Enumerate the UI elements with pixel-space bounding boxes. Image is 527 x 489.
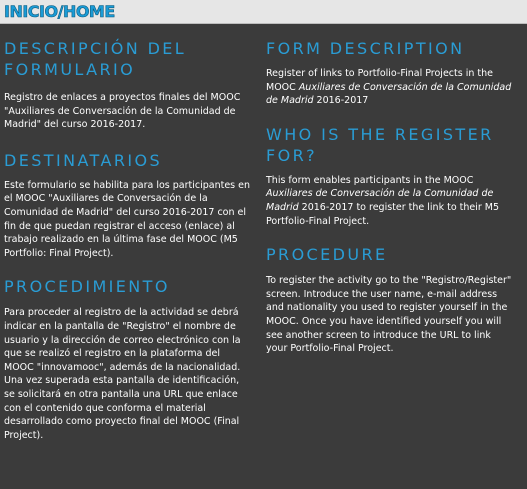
destinatarios-heading: DESTINATARIOS [4,150,163,170]
spanish-column [4,24,258,442]
destinatarios-text: Este formulario se habilita para los participantes en el MOOC "Auxiliares de Conversación de la Comunidad de Madrid" del curso 2016-2017 con el fin de que puedan registrar el acceso (enlace) al trabajo realizado en la última fase del MOOC (M5 Portfolio: Final Project). [4,179,251,259]
main-content [0,24,527,442]
who-heading: WHO IS THE REGISTER FOR? [266,124,494,165]
procedimiento-text: Para proceder al registro de la actividad se debrá indicar en la pantalla de "Registro" el nombre de usuario y la dirección de correo electrónico con la que se realizó el registro en la plataforma del MOOC "innovamooc", además de la nacionalidad. Una vez superada esta pantalla de identificación, se solicitará en otra pantalla una URL que enlace con el contenido que conforma el material desarrollado como proyecto final del MOOC (Final Project). [4,307,241,441]
top-bar [0,0,527,24]
form-description-heading: FORM DESCRIPTION [266,39,465,58]
form-description-text: Register of links to Portfolio-Final Projects in the MOOC Auxiliares de Conversación de la Comunidad de Madrid 2016-2017 [266,68,512,107]
descripcion-section [4,38,250,132]
form-description-section [266,38,515,108]
procedure-section [266,244,515,356]
procedure-heading: PROCEDURE [266,245,388,265]
who-text: This form enables participants in the MOOC Auxiliares de Conversación de la Comunidad de Madrid 2016-2017 to register the link to their M5 Portfolio-Final Project. [266,174,500,227]
english-column [258,24,515,442]
destinatarios-section [4,150,250,261]
procedimiento-section [4,276,250,442]
procedimiento-heading: PROCEDIMIENTO [4,277,170,297]
procedure-text: To register the activity go to the "Registro/Register" screen. Introduce the user name, e-mail address and nationality you used to register yourself in the MOOC. Once you have identified yourself you will see another screen to introduce the URL to link your Portfolio-Final Project. [266,275,512,355]
descripcion-text: Registro de enlaces a proyectos finales del MOOC "Auxiliares de Conversación de la Comunidad de Madrid" del curso 2016-2017. [4,92,241,131]
who-section [266,124,515,228]
home-link[interactable]: INICIO/HOME [4,2,115,21]
descripcion-heading: DESCRIPCIÓN DEL FORMULARIO [4,39,187,79]
